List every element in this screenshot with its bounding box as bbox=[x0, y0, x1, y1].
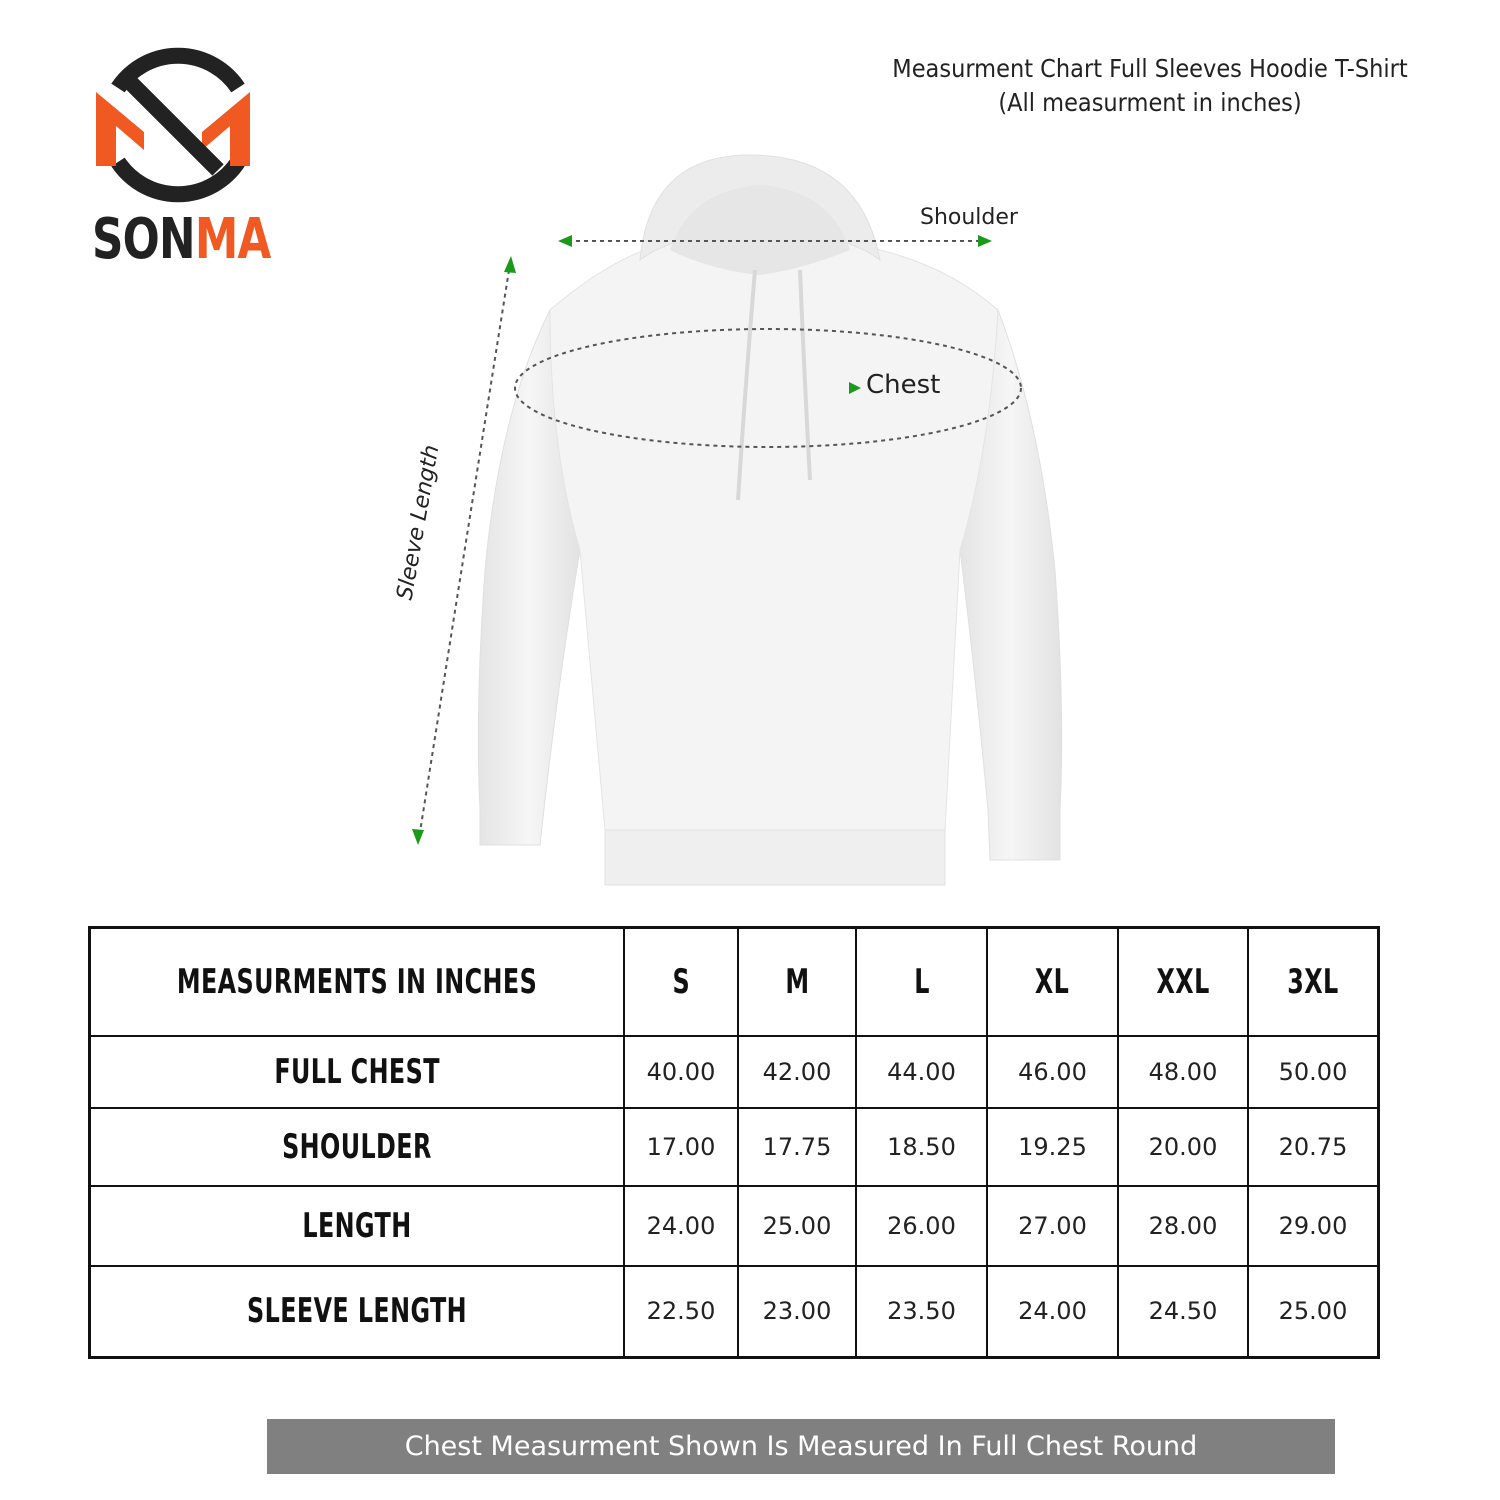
table-cell: 24.00 bbox=[624, 1186, 738, 1266]
size-header-xxl: XXL bbox=[1118, 928, 1248, 1036]
row-label: SLEEVE LENGTH bbox=[90, 1266, 625, 1358]
table-cell: 44.00 bbox=[856, 1036, 987, 1108]
row-label: FULL CHEST bbox=[90, 1036, 625, 1108]
table-row bbox=[90, 1266, 1379, 1358]
table-cell: 24.50 bbox=[1118, 1266, 1248, 1358]
header-cell: MEASURMENTS IN INCHES bbox=[90, 928, 625, 1036]
table-cell: 19.25 bbox=[987, 1108, 1118, 1186]
table-cell: 17.00 bbox=[624, 1108, 738, 1186]
table-cell: 25.00 bbox=[1248, 1266, 1379, 1358]
table-cell: 42.00 bbox=[738, 1036, 856, 1108]
table-cell: 17.75 bbox=[738, 1108, 856, 1186]
table-cell: 25.00 bbox=[738, 1186, 856, 1266]
size-header-s: S bbox=[624, 928, 738, 1036]
table-cell: 22.50 bbox=[624, 1266, 738, 1358]
table-cell: 40.00 bbox=[624, 1036, 738, 1108]
table-cell: 28.00 bbox=[1118, 1186, 1248, 1266]
shoulder-label: Shoulder bbox=[920, 205, 1018, 230]
table-cell: 23.50 bbox=[856, 1266, 987, 1358]
chest-note-banner: Chest Measurment Shown Is Measured In Full Chest Round bbox=[267, 1419, 1335, 1474]
title-line-2: (All measurment in inches) bbox=[998, 88, 1302, 117]
table-cell: 50.00 bbox=[1248, 1036, 1379, 1108]
chart-title bbox=[799, 52, 1500, 120]
size-header-m: M bbox=[738, 928, 856, 1036]
hoodie-illustration bbox=[400, 150, 1100, 910]
brand-name-dark: SON bbox=[92, 207, 195, 272]
row-label: SHOULDER bbox=[90, 1108, 625, 1186]
size-header-l: L bbox=[856, 928, 987, 1036]
chest-label: Chest bbox=[866, 370, 941, 400]
size-header-xl: XL bbox=[987, 928, 1118, 1036]
table-row bbox=[90, 1036, 1379, 1108]
table-row bbox=[90, 1108, 1379, 1186]
brand-wordmark bbox=[92, 207, 271, 272]
brand-name-orange: MA bbox=[194, 207, 271, 272]
title-line-1: Measurment Chart Full Sleeves Hoodie T-Shirt bbox=[892, 54, 1408, 83]
table-cell: 29.00 bbox=[1248, 1186, 1379, 1266]
row-label: LENGTH bbox=[90, 1186, 625, 1266]
table-cell: 46.00 bbox=[987, 1036, 1118, 1108]
table-cell: 48.00 bbox=[1118, 1036, 1248, 1108]
table-cell: 18.50 bbox=[856, 1108, 987, 1186]
table-cell: 24.00 bbox=[987, 1266, 1118, 1358]
size-header-3xl: 3XL bbox=[1248, 928, 1379, 1036]
table-cell: 26.00 bbox=[856, 1186, 987, 1266]
table-cell: 27.00 bbox=[987, 1186, 1118, 1266]
size-table bbox=[88, 926, 1380, 1359]
sleeve-length-label: Sleeve Length bbox=[392, 443, 445, 602]
table-cell: 20.00 bbox=[1118, 1108, 1248, 1186]
table-cell: 20.75 bbox=[1248, 1108, 1379, 1186]
table-row bbox=[90, 1186, 1379, 1266]
table-header-row bbox=[90, 928, 1379, 1036]
table-cell: 23.00 bbox=[738, 1266, 856, 1358]
